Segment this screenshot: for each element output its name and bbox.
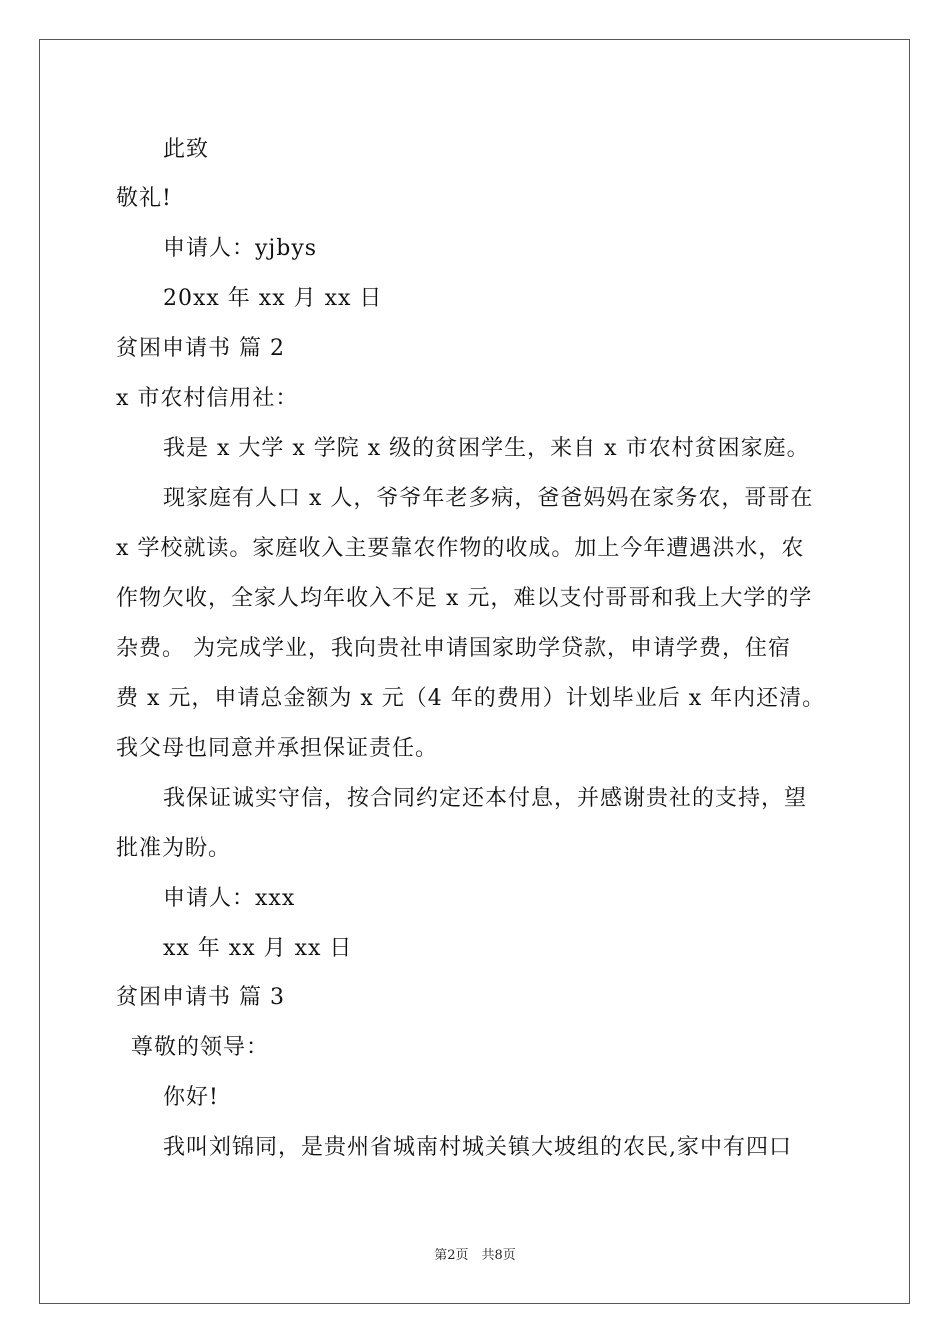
letter-date: xx 年 xx 月 xx 日 <box>163 936 353 961</box>
body-line: 我叫刘锦同，是贵州省城南村城关镇大坡组的农民,家中有四口 <box>163 1135 792 1160</box>
letter-addressee: x 市农村信用社： <box>116 386 299 411</box>
salutation: 敬礼! <box>116 186 172 211</box>
body-line: 现家庭有人口 x 人，爷爷年老多病，爸爸妈妈在家务农，哥哥在 <box>163 486 814 511</box>
body-line: 作物欠收，全家人均年收入不足 x 元，难以支付哥哥和我上大学的学 <box>116 586 813 611</box>
body-line: 批准为盼。 <box>116 836 232 861</box>
closing-phrase: 此致 <box>163 137 210 162</box>
body-line: 我是 x 大学 x 学院 x 级的贫困学生，来自 x 市农村贫困家庭。 <box>163 436 810 461</box>
letter-date: 20xx 年 xx 月 xx 日 <box>163 286 383 311</box>
section-heading: 贫困申请书 篇 2 <box>116 336 285 361</box>
body-line: 费 x 元，申请总金额为 x 元（4 年的费用）计划毕业后 x 年内还清。 <box>116 686 826 711</box>
body-line: 杂费。 为完成学业，我向贵社申请国家助学贷款，申请学费，住宿 <box>116 636 791 661</box>
body-line: 我父母也同意并承担保证责任。 <box>116 736 439 761</box>
body-line: x 学校就读。家庭收入主要靠农作物的收成。加上今年遭遇洪水，农 <box>116 536 805 561</box>
page-number-footer: 第2页 共8页 <box>434 1248 516 1263</box>
applicant-signature: 申请人：yjbys <box>163 236 318 261</box>
greeting: 你好! <box>163 1085 219 1110</box>
section-heading: 贫困申请书 篇 3 <box>116 985 285 1010</box>
letter-addressee: 尊敬的领导： <box>131 1035 270 1060</box>
body-line: 我保证诚实守信，按合同约定还本付息，并感谢贵社的支持，望 <box>163 786 808 811</box>
page-border <box>39 39 910 1304</box>
applicant-signature: 申请人：xxx <box>163 886 296 911</box>
